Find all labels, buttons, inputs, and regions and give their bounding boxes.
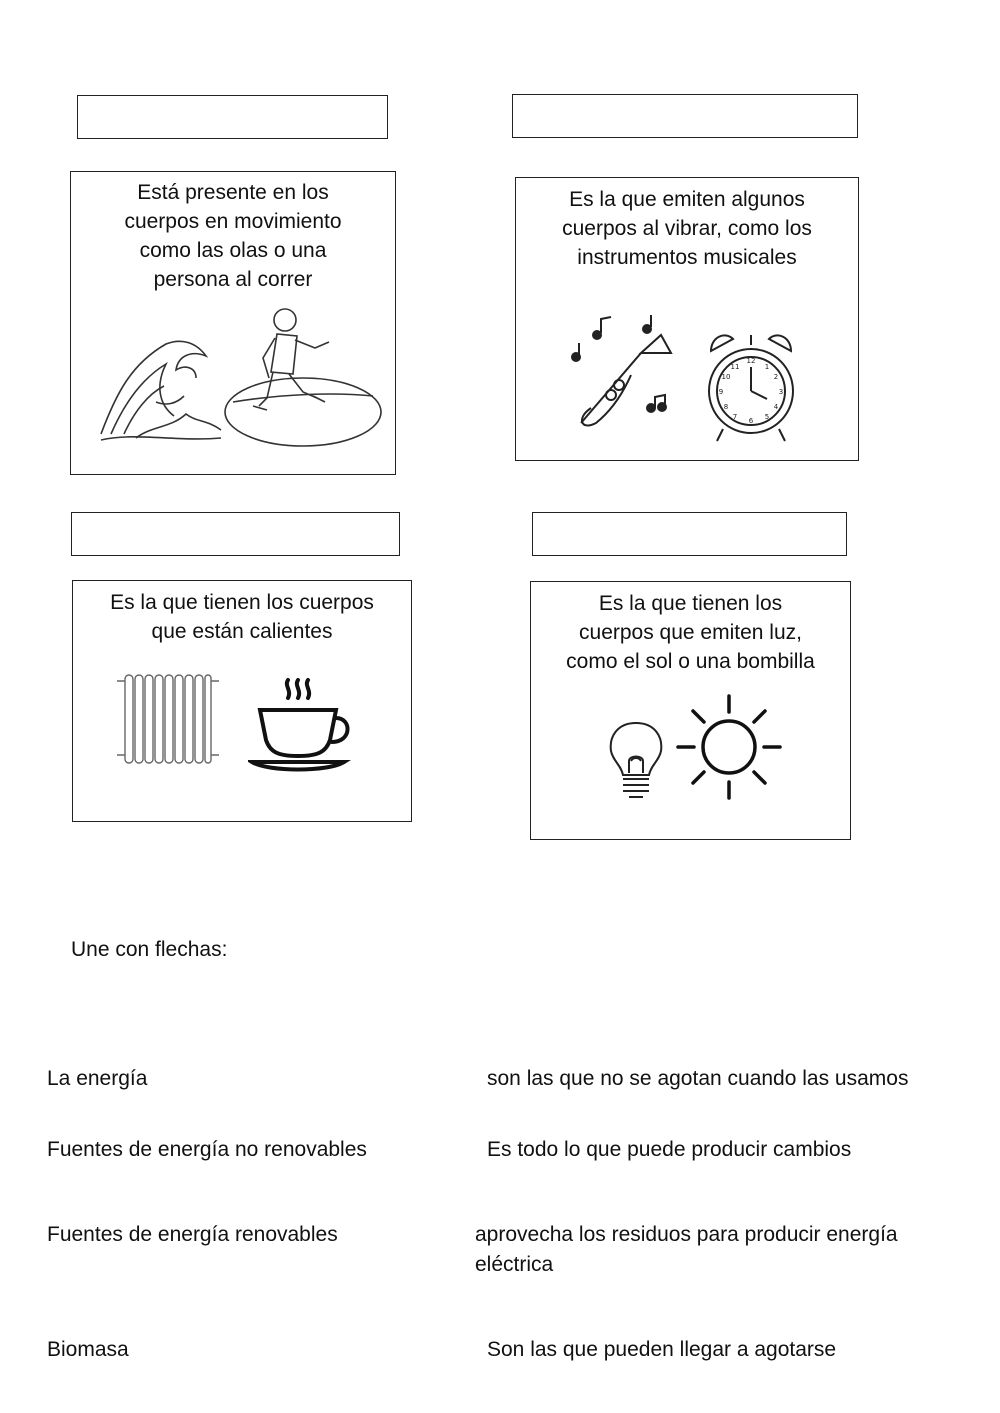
left-item-3[interactable]: Fuentes de energía renovables [47,1223,338,1246]
right-item-3[interactable]: aprovecha los residuos para producir energía eléctrica [475,1223,898,1276]
card-light [530,581,851,840]
sun-icon [674,692,784,802]
radiator-icon [113,669,223,769]
card-kinetic [70,171,396,475]
alarm-clock-icon [701,323,801,448]
answer-box-sound[interactable] [512,94,858,138]
light-bulb-icon [601,717,671,807]
card-thermal-text: Es la que tienen los cuerpos que están calientes [110,591,374,643]
svg-text:3: 3 [778,388,784,396]
right-item-4[interactable]: Son las que pueden llegar a agotarse [487,1338,837,1361]
right-item-2[interactable]: Es todo lo que puede producir cambios [487,1138,852,1161]
svg-text:9: 9 [718,388,724,396]
svg-text:5: 5 [764,413,770,421]
card-sound [515,177,859,461]
wave-icon [96,334,226,444]
instruction-text: Une con flechas: [71,938,228,961]
svg-text:12: 12 [746,357,756,365]
svg-text:10: 10 [721,373,731,381]
answer-box-kinetic[interactable] [77,95,388,139]
left-item-4[interactable]: Biomasa [47,1338,129,1361]
svg-text:11: 11 [730,363,740,371]
answer-box-light[interactable] [532,512,847,556]
svg-text:4: 4 [773,403,779,411]
svg-text:7: 7 [732,413,738,421]
left-item-2[interactable]: Fuentes de energía no renovables [47,1138,367,1161]
svg-text:1: 1 [764,363,770,371]
card-kinetic-text: Está presente en los cuerpos en movimiento como las olas o una persona al correr [124,181,342,291]
trumpet-icon [571,313,681,433]
card-light-text: Es la que tienen los cuerpos que emiten luz, como el sol o una bombilla [566,592,815,673]
runner-icon [223,302,383,452]
answer-box-thermal[interactable] [71,512,400,556]
svg-text:6: 6 [748,417,754,425]
svg-text:8: 8 [723,403,729,411]
card-thermal [72,580,412,822]
svg-text:2: 2 [773,373,779,381]
right-item-1[interactable]: son las que no se agotan cuando las usamos [487,1067,909,1090]
left-item-1[interactable]: La energía [47,1067,148,1090]
coffee-cup-icon [248,676,358,776]
card-sound-text: Es la que emiten algunos cuerpos al vibrar, como los instrumentos musicales [562,188,812,269]
